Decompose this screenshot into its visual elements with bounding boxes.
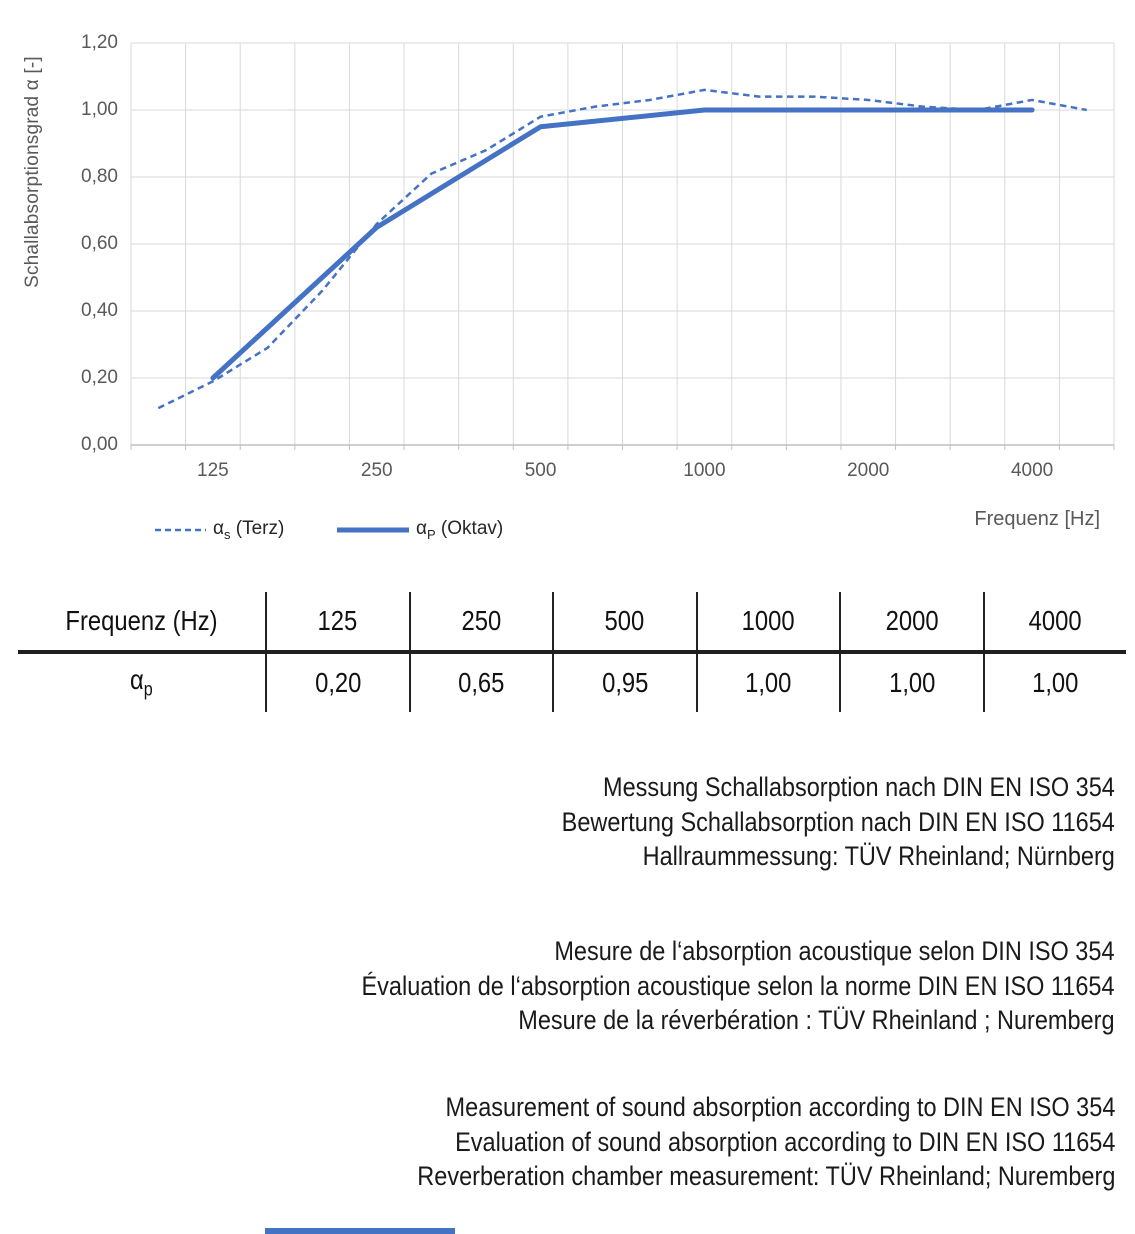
y-tick-label: 0,40 [81, 300, 118, 321]
table-value-4000: 1,00 [983, 654, 1127, 712]
table-header-250: 250 [409, 592, 553, 650]
table-header-row [18, 592, 1126, 654]
note-line: Evaluation of sound absorption according to DIN EN ISO 11654 [454, 1126, 1115, 1157]
x-tick-label: 250 [360, 460, 393, 481]
absorption-values-table [18, 592, 1126, 712]
notes-german [562, 770, 1115, 874]
legend-item-oktav [337, 517, 503, 543]
table-header-frequency: Frequenz (Hz) [65, 605, 218, 636]
y-tick-label: 0,00 [81, 434, 118, 455]
table-value-125: 0,20 [265, 654, 409, 712]
y-tick-label: 0,80 [81, 166, 118, 187]
x-tick-label: 2000 [847, 460, 890, 481]
y-tick-label: 1,00 [81, 99, 118, 120]
sound-absorption-chart [0, 0, 1135, 560]
table-value-2000: 1,00 [839, 654, 983, 712]
y-tick-label: 0,20 [81, 367, 118, 388]
x-tick-label: 4000 [1010, 460, 1054, 481]
table-value-row [18, 654, 1126, 712]
x-tick-label: 1000 [683, 460, 726, 481]
table-row-label-alpha-p: $\alpha_p$ [130, 664, 153, 701]
dashed-line-sample [155, 527, 206, 533]
x-axis-title: Frequenz [Hz] [974, 508, 1100, 530]
note-line: Mesure de la réverbération : TÜV Rheinland ; Nuremberg [518, 1005, 1115, 1035]
table-value-1000: 1,00 [696, 654, 840, 712]
y-axis-title: Schallabsorptionsgrad α [-] [22, 56, 43, 288]
table-header-125: 125 [265, 592, 409, 650]
y-tick-label: 1,20 [81, 32, 118, 53]
legend-item-terz [155, 517, 284, 543]
legend-label-terz: $\alpha_s$ (Terz) [213, 518, 285, 542]
notes-french [362, 934, 1115, 1038]
legend-label-oktav: $\alpha_P$ (Oktav) [416, 518, 504, 542]
notes-english [417, 1090, 1115, 1194]
note-line: Mesure de l‘absorption acoustique selon DIN ISO 354 [554, 936, 1115, 966]
table-value-250: 0,65 [409, 654, 553, 712]
bottom-accent-bar [265, 1228, 455, 1234]
table-header-2000: 2000 [839, 592, 983, 650]
note-line: Messung Schallabsorption nach DIN EN ISO 354 [603, 772, 1115, 802]
table-header-4000: 4000 [983, 592, 1127, 650]
note-line: Bewertung Schallabsorption nach DIN EN ISO 11654 [561, 806, 1115, 837]
note-line: Reverberation chamber measurement: TÜV Rheinland; Nuremberg [416, 1161, 1115, 1191]
x-tick-label: 500 [524, 460, 557, 481]
note-line: Hallraummessung: TÜV Rheinland; Nürnberg [642, 841, 1115, 871]
y-tick-label: 0,60 [81, 233, 118, 254]
table-header-1000: 1000 [696, 592, 840, 650]
table-header-500: 500 [552, 592, 696, 650]
note-line: Évaluation de l‘absorption acoustique selon la norme DIN EN ISO 11654 [362, 970, 1115, 1001]
table-value-500: 0,95 [552, 654, 696, 712]
solid-line-sample [337, 526, 409, 534]
x-tick-label: 125 [197, 460, 229, 481]
note-line: Measurement of sound absorption according to DIN EN ISO 354 [445, 1092, 1115, 1122]
